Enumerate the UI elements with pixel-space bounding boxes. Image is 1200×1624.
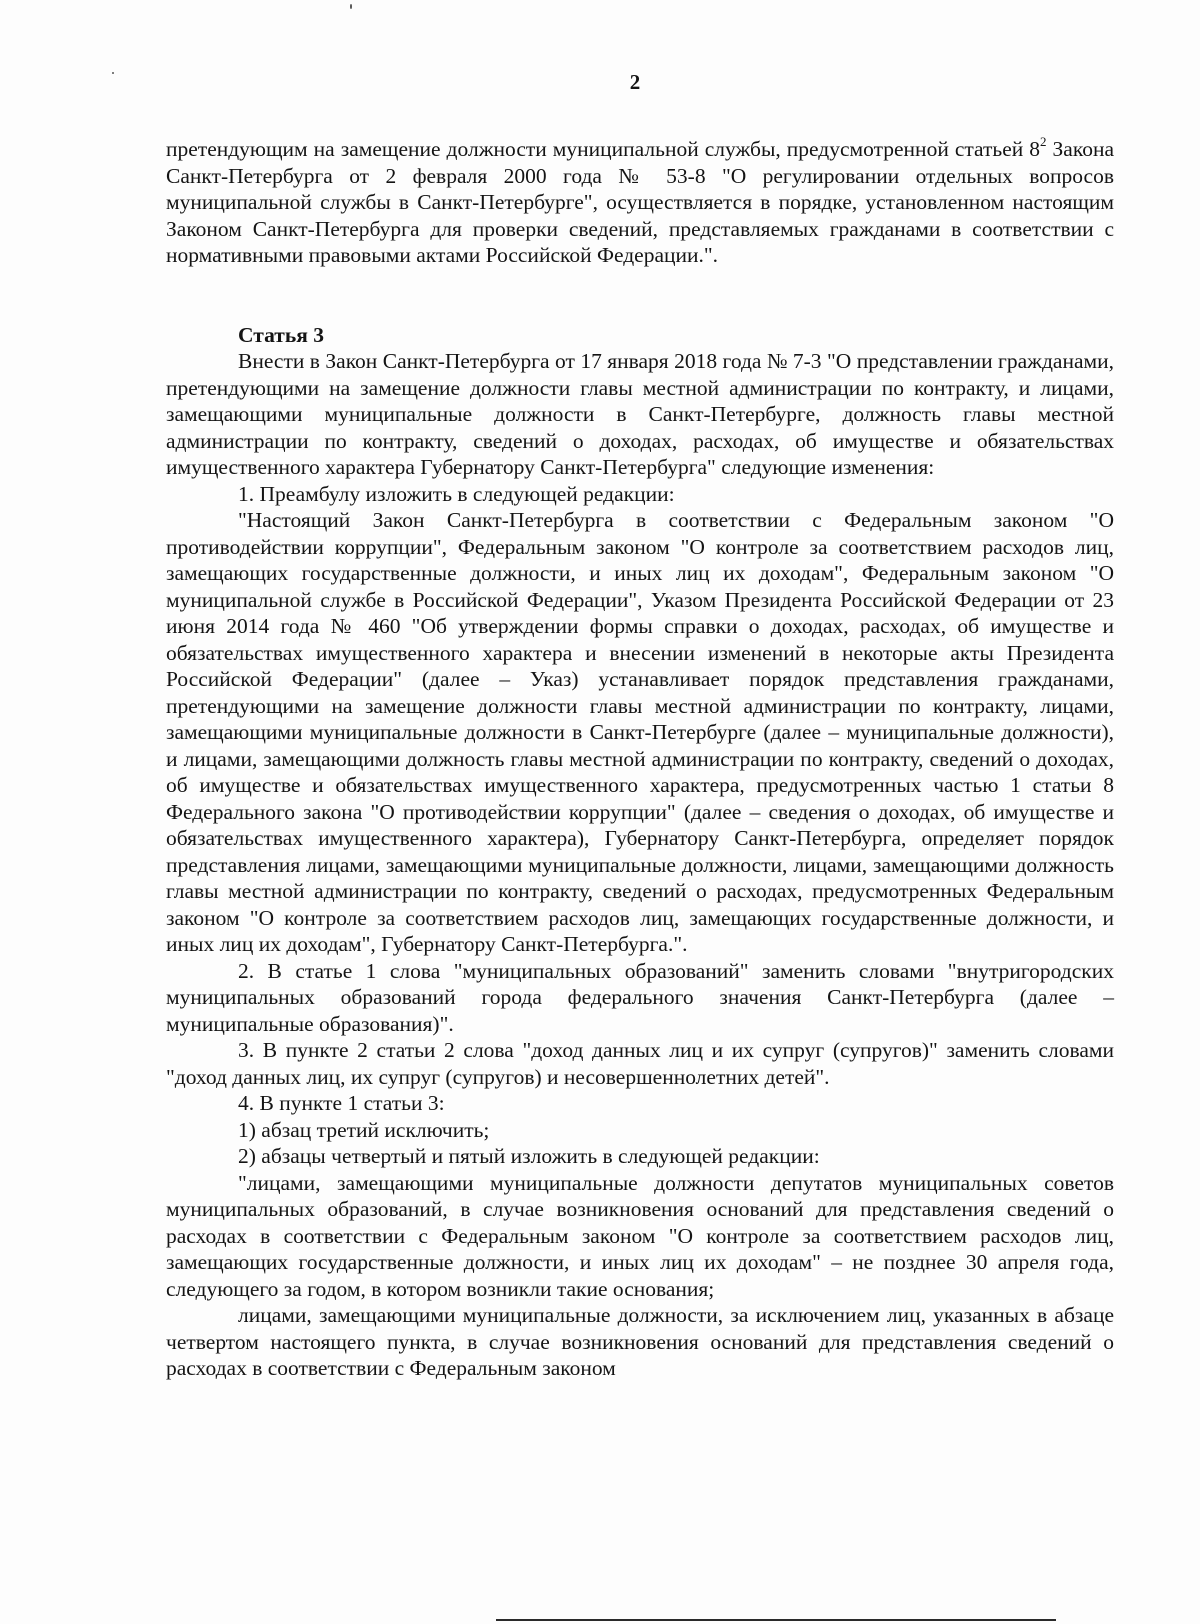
- scan-bottom-edge-line: [496, 1619, 1056, 1621]
- item-1-paragraph: 1. Преамбулу изложить в следующей редакции:: [238, 481, 675, 506]
- article-body: [166, 348, 1114, 1382]
- superscript-article-number: 2: [1040, 133, 1047, 149]
- intro-text-part1: претендующим на замещение должности муниципальной службы, предусмотренной статьей 8: [166, 137, 1041, 161]
- intro-paragraph-text: [166, 133, 1115, 269]
- article-intro-paragraph: Внести в Закон Санкт-Петербурга от 17 января 2018 года № 7-3 "О представлении гражданами, претендующими на замещение должности главы местной администрации по контракту, и лицами, замещающими муниципальные должности в Санкт-Петербурге, должность главы местной администрации по контракту, сведений о доходах, расходах, об имуществе и обязательствах имущественного характера Губернатору Санкт-Петербурга" следующие изменения:: [166, 349, 1114, 479]
- item-2-paragraph: 2. В статье 1 слова "муниципальных образований" заменить словами "внутригородских муниципальных образований города федерального значения Санкт-Петербурга (далее – муниципальные образования)".: [166, 958, 1114, 1036]
- scan-speck: [350, 4, 352, 9]
- item-4-paragraph: 4. В пункте 1 статьи 3:: [238, 1091, 445, 1115]
- quote-deputies-paragraph: "лицами, замещающими муниципальные должности депутатов муниципальных советов муниципальных образований, в случае возникновения оснований для представления сведений о расходах в соответствии с Федеральным законом "О контроле за соответствием расходов лиц, замещающих государственные должности, и иных лиц их доходам" – не позднее 30 апреля года, следующего за годом, в котором возникли такие основания;: [166, 1170, 1114, 1301]
- subitem-1-paragraph: 1) абзац третий исключить;: [238, 1117, 490, 1142]
- preamble-quote-paragraph: "Настоящий Закон Санкт-Петербурга в соответствии с Федеральным законом "О противодействии коррупции", Федеральным законом "О контроле за соответствием расходов лиц, замещающих государственные должности, и иных лиц их доходам", Федеральным законом "О муниципальной службе в Российской Федерации", Указом Президента Российской Федерации от 23 июня 2014 года № 460 "Об утверждении формы справки о доходах, расходах, об имуществе и обязательствах имущественного характера и внесении изменений в некоторые акты Президента Российской Федерации" (далее – Указ) устанавливает порядок представления гражданами, претендующими на замещение должности главы местной администрации по контракту, лицами, замещающими муниципальные должности в Санкт-Петербурге (далее – муниципальные должности), и лицами, замещающими должность главы местной администрации по контракту, сведений о доходах, об имуществе и обязательствах имущественного характера, предусмотренных частью 1 статьи 8 Федерального закона "О противодействии коррупции" (далее – сведения о доходах, об имуществе и обязательствах имущественного характера), Губернатору Санкт-Петербурга, определяет порядок представления лицами, замещающими муниципальные должности, лицами, замещающими должность главы местной администрации по контракту, сведений о расходах, предусмотренных Федеральным законом "О контроле за соответствием расходов лиц, замещающих государственные должности, и иных лиц их доходам", Губернатору Санкт-Петербурга.".: [166, 508, 1114, 956]
- page-number: 2: [629, 70, 641, 94]
- subitem-2-paragraph: 2) абзацы четвертый и пятый изложить в следующей редакции:: [238, 1144, 820, 1168]
- scan-speck: [112, 72, 114, 74]
- intro-text-part2: Закона Санкт-Петербурга от 2 февраля 2000 года № 53-8 "О регулировании отдельных вопросов муниципальной службы в Санкт-Петербурге", осуществляется в порядке, установленном настоящим Законом Санкт-Петербурга для проверки сведений, представляемых гражданами в соответствии с нормативными правовыми актами Российской Федерации.".: [166, 137, 1115, 267]
- intro-paragraph: [166, 133, 1115, 269]
- article-heading: Статья 3: [238, 323, 324, 347]
- quote-other-officials-paragraph: лицами, замещающими муниципальные должности, за исключением лиц, указанных в абзаце четвертом настоящего пункта, в случае возникновения оснований для представления сведений о расходах в соответствии с Федеральным законом: [166, 1303, 1114, 1380]
- item-3-paragraph: 3. В пункте 2 статьи 2 слова "доход данных лиц и их супруг (супругов)" заменить словами "доход данных лиц, их супруг (супругов) и несовершеннолетних детей".: [166, 1038, 1114, 1089]
